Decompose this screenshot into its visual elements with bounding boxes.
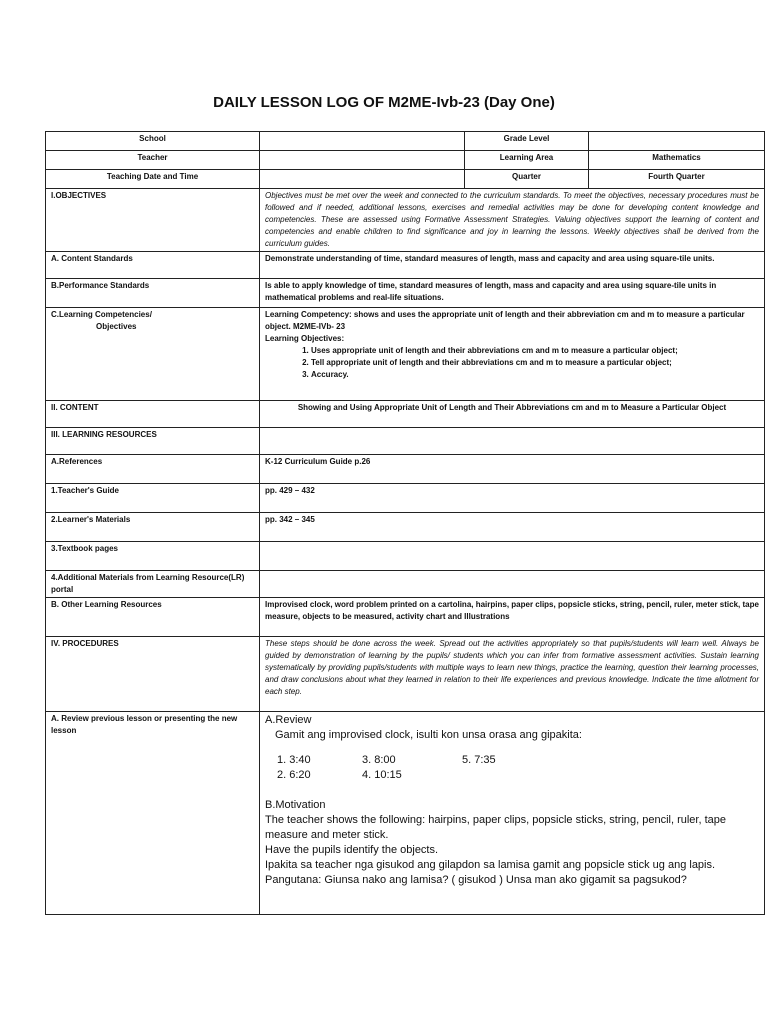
- review-row: [46, 712, 765, 915]
- motivation-text: The teacher shows the following: hairpins, paper clips, popsicle sticks, string, pencil, ruler, tape measure and meter stick.: [265, 814, 727, 841]
- learning-objectives-list: [265, 345, 759, 381]
- review-time-item: 1. 3:40: [277, 754, 311, 766]
- competencies-content: [260, 308, 765, 401]
- procedures-label: IV. PROCEDURES: [46, 637, 260, 712]
- additional-materials-text: [260, 571, 765, 598]
- content-standards-label: A. Content Standards: [46, 252, 260, 279]
- content-label: II. CONTENT: [46, 401, 260, 428]
- objectives-label: I.OBJECTIVES: [46, 189, 260, 252]
- review-clock-items: [277, 753, 759, 783]
- teachers-guide-label: 1.Teacher's Guide: [46, 484, 260, 513]
- date-label: Teaching Date and Time: [46, 170, 260, 189]
- references-row: [46, 455, 765, 484]
- performance-standards-text: Is able to apply knowledge of time, standard measures of length, mass and capacity and area using square-tile units in mathematical problems and real-life situations.: [260, 279, 765, 308]
- grade-level-label: Grade Level: [465, 132, 589, 151]
- review-content: [260, 712, 765, 915]
- review-instruction: Gamit ang improvised clock, isulti kon unsa orasa ang gipakita:: [275, 729, 582, 741]
- references-text: K-12 Curriculum Guide p.26: [260, 455, 765, 484]
- other-resources-row: [46, 598, 765, 637]
- learning-objectives-heading: Learning Objectives:: [265, 334, 345, 343]
- review-time-item: 3. 8:00: [362, 754, 396, 766]
- school-value[interactable]: [260, 132, 465, 151]
- learners-materials-row: [46, 513, 765, 542]
- review-label: A. Review previous lesson or presenting the new lesson: [46, 712, 260, 915]
- teacher-value[interactable]: [260, 151, 465, 170]
- competencies-label-line2: Objectives: [96, 322, 137, 331]
- other-resources-label: B. Other Learning Resources: [46, 598, 260, 637]
- performance-standards-row: [46, 279, 765, 308]
- identify-text: Have the pupils identify the objects.: [265, 844, 439, 856]
- date-value[interactable]: [260, 170, 465, 189]
- competencies-row: [46, 308, 765, 401]
- header-row-date: [46, 170, 765, 189]
- quarter-label: Quarter: [465, 170, 589, 189]
- other-resources-text: Improvised clock, word problem printed on a cartolina, hairpins, paper clips, popsicle sticks, string, pencil, ruler, meter stick, tape measure, objects to be measured, activity chart and Illustrations: [260, 598, 765, 637]
- pangutana-text: Pangutana: Giunsa nako ang lamisa? ( gisukod ) Unsa man ako gigamit sa pagsukod?: [265, 874, 687, 886]
- review-time-item: [462, 768, 542, 783]
- lesson-log-table: [45, 131, 765, 915]
- additional-materials-label: 4.Additional Materials from Learning Resource(LR) portal: [46, 571, 260, 598]
- teacher-label: Teacher: [46, 151, 260, 170]
- procedures-row: [46, 637, 765, 712]
- performance-standards-label: B.Performance Standards: [46, 279, 260, 308]
- content-row: [46, 401, 765, 428]
- learning-objective-item: 2. Tell appropriate unit of length and their abbreviations cm and m to measure a particular object;: [311, 357, 759, 369]
- learning-resources-empty: [260, 428, 765, 455]
- learners-materials-label: 2.Learner's Materials: [46, 513, 260, 542]
- textbook-pages-label: 3.Textbook pages: [46, 542, 260, 571]
- content-standards-row: [46, 252, 765, 279]
- references-label: A.References: [46, 455, 260, 484]
- quarter-value: Fourth Quarter: [589, 170, 765, 189]
- objectives-text: Objectives must be met over the week and connected to the curriculum standards. To meet the objectives, necessary procedures must be followed and if needed, additional lessons, exercises and remedial activities may be done for developing content knowledge and competencies. These are assessed using Formative Assessment Strategies. Valuing objectives support the learning of content and competencies and enable children to find significance and joy in learning the lessons. Weekly objectives shall be derived from the curriculum guides.: [260, 189, 765, 252]
- review-time-item: 4. 10:15: [362, 769, 402, 781]
- competencies-label-line1: C.Learning Competencies/: [51, 310, 152, 319]
- school-label: School: [46, 132, 260, 151]
- procedures-text: These steps should be done across the week. Spread out the activities appropriately so that pupils/students will learn well. Always be guided by demonstration of learning by the pupils/ students which you can infer from formative assessment activities. Sustain learning systematically by providing pupils/students with multiple ways to learn new things, practice the learning, question their learning processes, and draw conclusions about what they learned in relation to their life experiences and previous knowledge. Indicate the time allotment for each step.: [260, 637, 765, 712]
- learning-objective-item: 1. Uses appropriate unit of length and their abbreviations cm and m to measure a particular object;: [311, 345, 759, 357]
- header-row-teacher: [46, 151, 765, 170]
- additional-materials-row: [46, 571, 765, 598]
- review-time-item: 5. 7:35: [462, 754, 496, 766]
- motivation-heading: B.Motivation: [265, 799, 326, 811]
- ipakita-text: Ipakita sa teacher nga gisukod ang gilapdon sa lamisa gamit ang popsicle stick ug ang lapis.: [265, 859, 716, 871]
- learning-objective-item: 3. Accuracy.: [311, 369, 759, 381]
- objectives-row: [46, 189, 765, 252]
- grade-level-value[interactable]: [589, 132, 765, 151]
- learning-resources-label: III. LEARNING RESOURCES: [46, 428, 260, 455]
- learning-resources-row: [46, 428, 765, 455]
- content-standards-text: Demonstrate understanding of time, standard measures of length, mass and capacity and area using square-tile units.: [260, 252, 765, 279]
- review-heading: A.Review: [265, 714, 312, 726]
- textbook-pages-text: [260, 542, 765, 571]
- learning-competency-text: Learning Competency: shows and uses the appropriate unit of length and their abbreviation cm and m to measure a particular object. M2ME-IVb- 23: [265, 310, 745, 331]
- learners-materials-text: pp. 342 – 345: [260, 513, 765, 542]
- teachers-guide-row: [46, 484, 765, 513]
- learning-area-value: Mathematics: [589, 151, 765, 170]
- learning-area-label: Learning Area: [465, 151, 589, 170]
- content-text: Showing and Using Appropriate Unit of Length and Their Abbreviations cm and m to Measure a Particular Object: [260, 401, 765, 428]
- teachers-guide-text: pp. 429 – 432: [260, 484, 765, 513]
- header-row-school: [46, 132, 765, 151]
- page-title: DAILY LESSON LOG OF M2ME-Ivb-23 (Day One): [213, 94, 555, 111]
- textbook-pages-row: [46, 542, 765, 571]
- competencies-label: [46, 308, 260, 401]
- review-time-item: 2. 6:20: [277, 769, 311, 781]
